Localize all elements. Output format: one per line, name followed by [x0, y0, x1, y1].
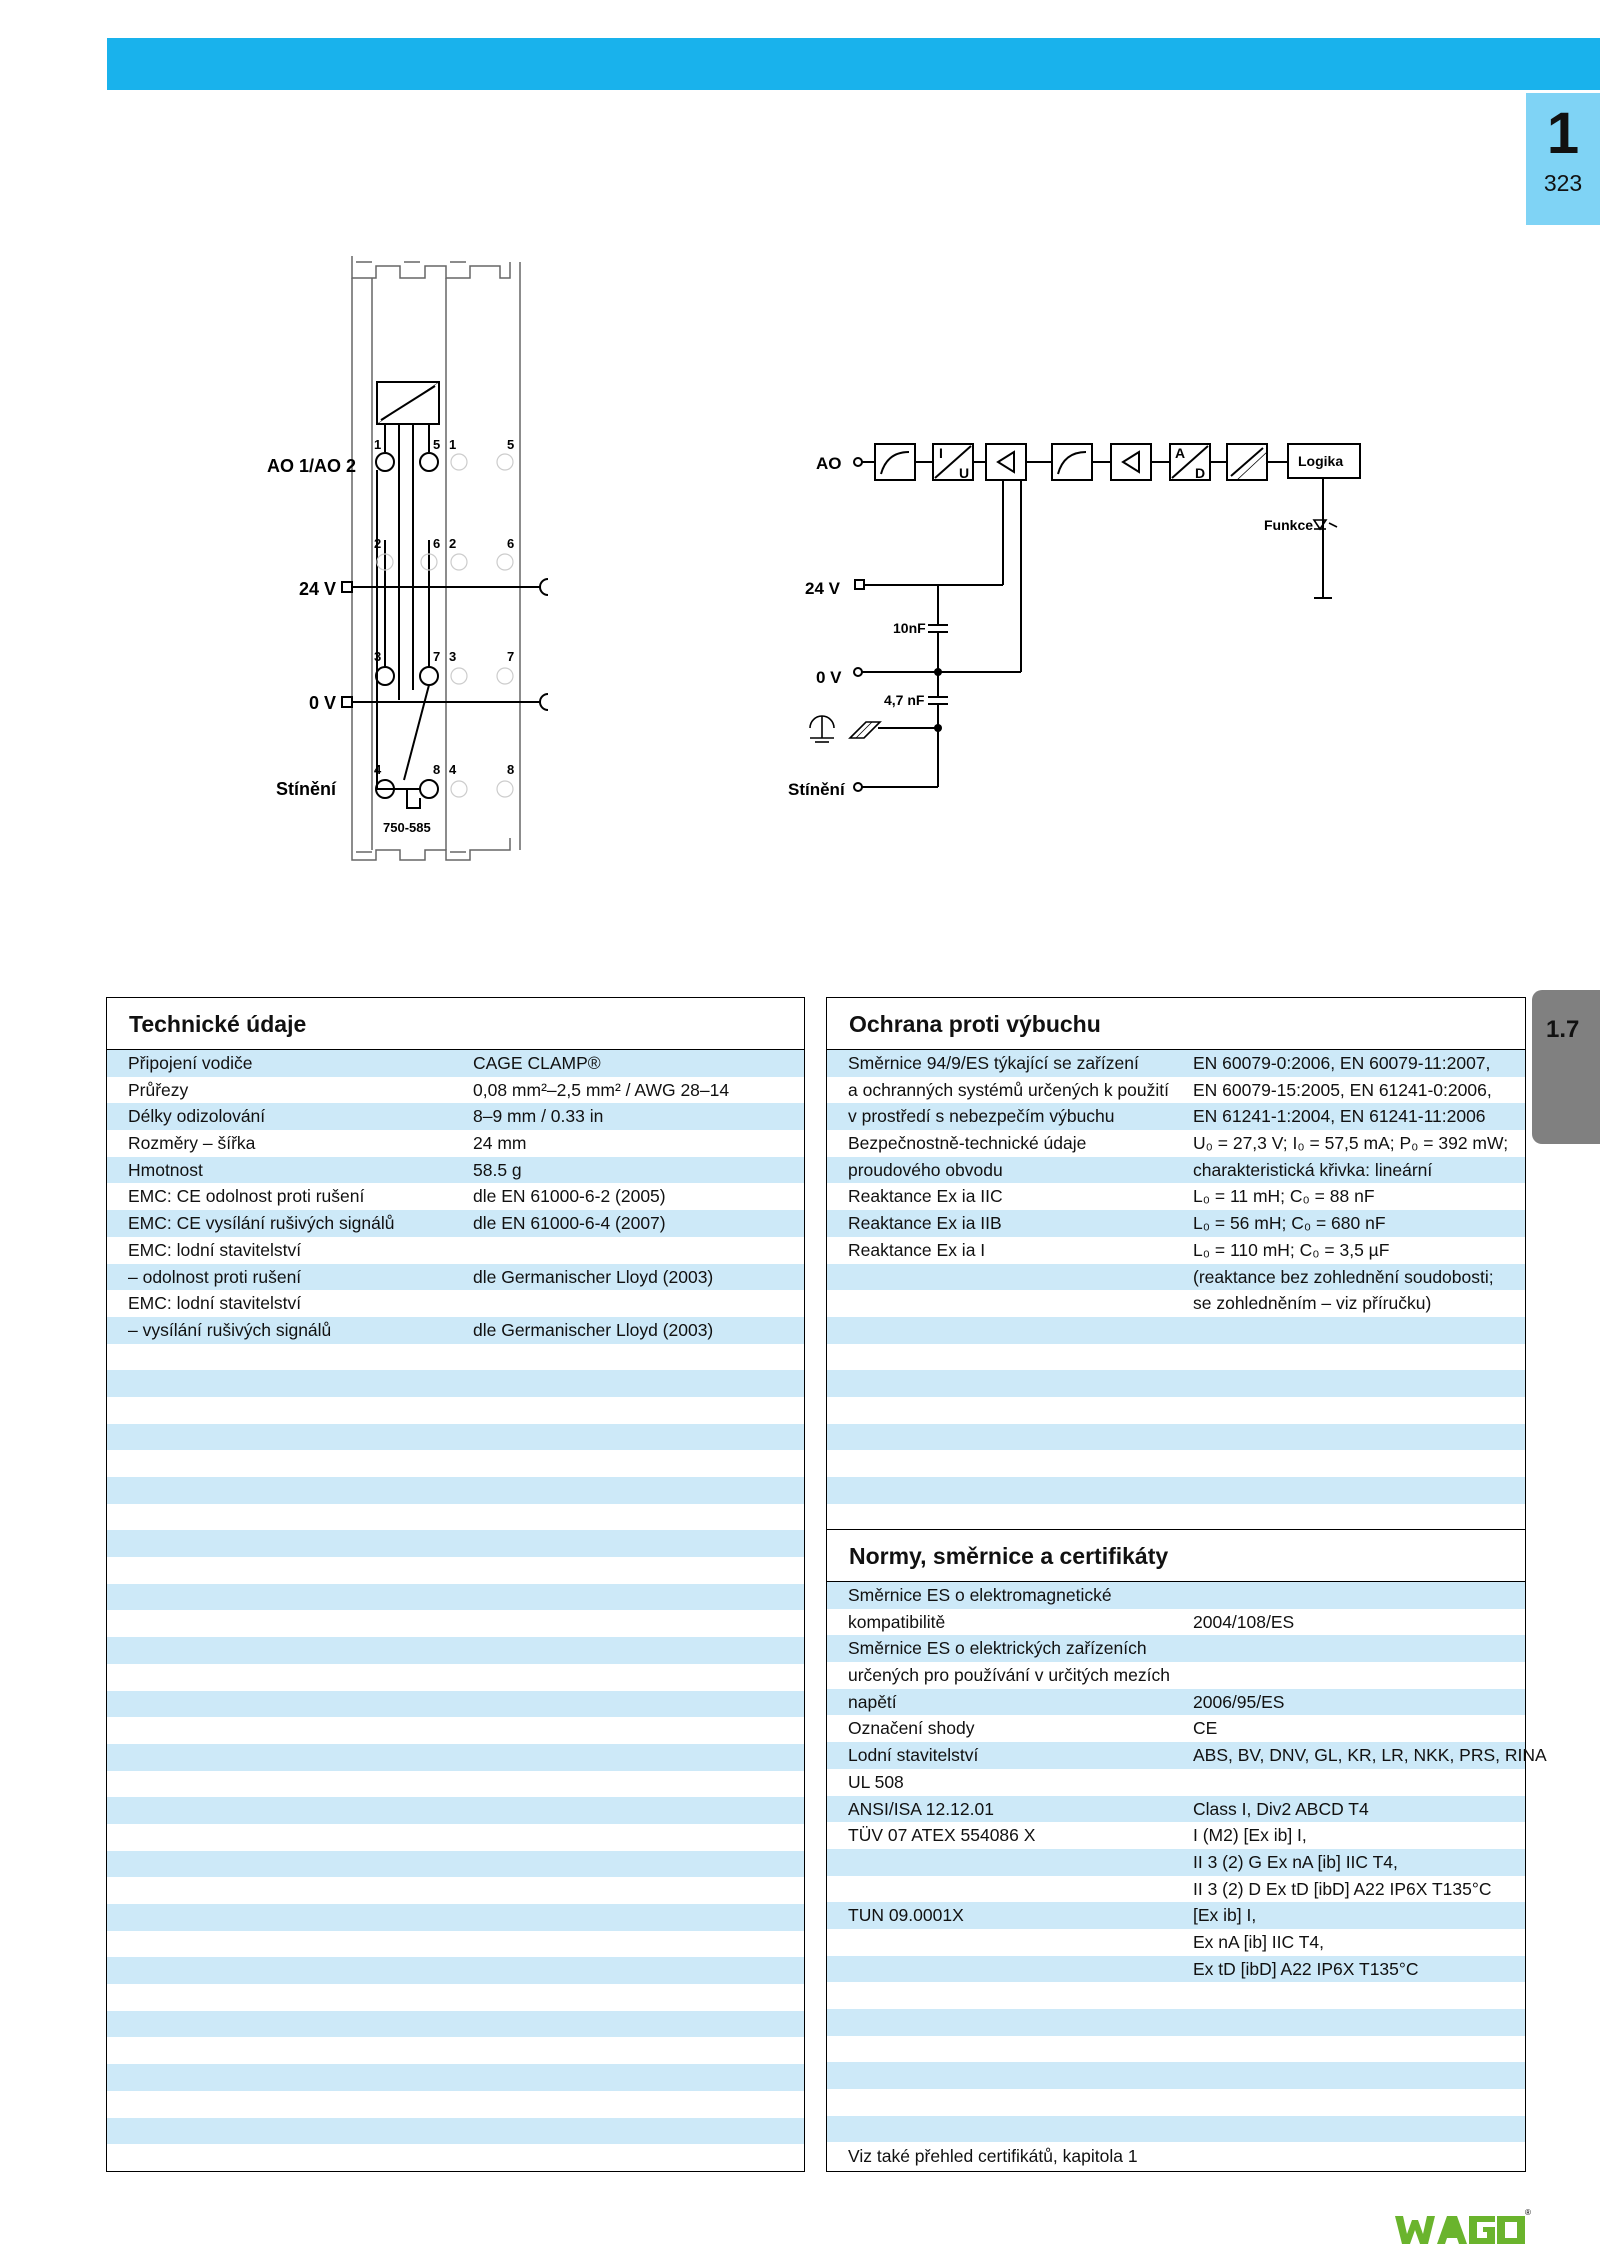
row-value: I (M2) [Ex ib] I,	[1193, 1825, 1307, 1846]
table-row	[827, 1183, 1525, 1210]
row-value: Ex nA [ib] IIC T4,	[1193, 1931, 1324, 1952]
row-value: EN 61241-1:2004, EN 61241-11:2006	[1193, 1106, 1486, 1127]
row-value: se zohledněním – viz příručku)	[1193, 1293, 1432, 1314]
table-row	[827, 1210, 1525, 1237]
table-row	[107, 1317, 804, 1344]
row-label: EMC: lodní stavitelství	[128, 1293, 302, 1314]
row-label: v prostředí s nebezpečím výbuchu	[848, 1106, 1115, 1127]
block-label-shield: Stínění	[788, 780, 845, 799]
table-row	[827, 1662, 1525, 1689]
table-row	[827, 1689, 1525, 1716]
table-row	[107, 1210, 804, 1237]
terminal-number: 8	[433, 762, 441, 777]
row-label: Délky odizolování	[128, 1106, 266, 1127]
section-number: 1.7	[1546, 1016, 1580, 1043]
table-row	[107, 1344, 804, 1371]
iu-block-i: I	[939, 445, 943, 461]
table-row	[107, 1931, 804, 1958]
table-row	[107, 1370, 804, 1397]
logic-block-label: Logika	[1298, 453, 1344, 469]
row-label: Směrnice 94/9/ES týkající se zařízení	[848, 1053, 1139, 1073]
table-row	[827, 1103, 1525, 1130]
table-row	[107, 1637, 804, 1664]
row-label: Reaktance Ex ia IIB	[848, 1213, 1002, 1234]
row-value: U₀ = 27,3 V; I₀ = 57,5 mA; P₀ = 392 mW;	[1193, 1133, 1509, 1154]
table-row	[827, 2089, 1525, 2116]
table-row	[107, 1744, 804, 1771]
row-label: Hmotnost	[128, 1159, 203, 1180]
technical-data-title: Technické údaje	[107, 998, 804, 1050]
table-row	[827, 2062, 1525, 2089]
svg-text:®: ®	[1525, 2208, 1531, 2217]
row-value: II 3 (2) G Ex nA [ib] IIC T4,	[1193, 1851, 1398, 1872]
block-diagram	[854, 444, 1360, 791]
table-row	[107, 1050, 804, 1077]
row-value: dle Germanischer Lloyd (2003)	[473, 1266, 714, 1287]
block-label-0v: 0 V	[816, 668, 842, 687]
table-row	[827, 1077, 1525, 1104]
capacitor-4-7nf: 4,7 nF	[884, 692, 925, 708]
row-label: napětí	[848, 1691, 897, 1712]
table-row	[107, 1477, 804, 1504]
table-row	[827, 1344, 1525, 1371]
row-value: 0,08 mm²–2,5 mm² / AWG 28–14	[473, 1079, 730, 1100]
row-label: EMC: CE vysílání rušivých signálů	[128, 1213, 395, 1234]
table-row	[827, 1450, 1525, 1477]
terminal-number: 2	[449, 536, 457, 551]
row-value: 2006/95/ES	[1193, 1691, 1285, 1712]
table-row	[107, 1504, 804, 1531]
row-label: – vysílání rušivých signálů	[128, 1319, 332, 1340]
table-row	[107, 2064, 804, 2091]
terminal-number: 4	[374, 762, 382, 777]
row-value: charakteristická křivka: lineární	[1193, 1159, 1433, 1180]
row-value: L₀ = 11 mH; C₀ = 88 nF	[1193, 1186, 1375, 1207]
table-row	[827, 2036, 1525, 2063]
block-label-24v: 24 V	[805, 579, 840, 598]
row-value: (reaktance bez zohlednění soudobosti;	[1193, 1266, 1494, 1287]
table-row	[107, 1771, 804, 1798]
table-row	[107, 2037, 804, 2064]
table-row	[107, 1851, 804, 1878]
row-label: Bezpečnostně-technické údaje	[848, 1133, 1087, 1154]
section-tab[interactable]	[1532, 990, 1600, 1144]
row-label: Označení shody	[848, 1718, 975, 1739]
terminal-number: 1	[374, 437, 382, 452]
row-value: Ex tD [ibD] A22 IP6X T135°C	[1193, 1958, 1419, 1979]
terminal-number: 6	[433, 536, 441, 551]
table-row	[827, 1715, 1525, 1742]
table-row	[827, 1582, 1525, 1609]
wiring-label-0v: 0 V	[308, 693, 336, 713]
table-row	[827, 1822, 1525, 1849]
standards-rows	[827, 1582, 1547, 2169]
table-row	[827, 1157, 1525, 1184]
table-row	[107, 1664, 804, 1691]
table-row	[827, 1876, 1525, 1903]
row-label: Reaktance Ex ia I	[848, 1239, 986, 1260]
row-value: 8–9 mm / 0.33 in	[473, 1106, 604, 1127]
table-row	[107, 1424, 804, 1451]
ad-block-d: D	[1195, 465, 1206, 481]
table-row	[827, 1769, 1525, 1796]
page-number: 323	[1543, 170, 1583, 196]
terminal-number: 3	[449, 649, 457, 664]
row-label: TUN 09.0001X	[848, 1905, 964, 1926]
explosion-protection-rows	[827, 1050, 1525, 1504]
row-value: [Ex ib] I,	[1193, 1905, 1257, 1926]
table-row	[107, 1077, 804, 1104]
row-label: kompatibilitě	[848, 1611, 946, 1632]
row-label: Připojení vodiče	[128, 1053, 253, 1073]
table-row	[107, 1691, 804, 1718]
diagrams	[0, 0, 1600, 900]
row-label: UL 508	[848, 1771, 904, 1792]
row-label: Průřezy	[128, 1079, 189, 1100]
table-row	[107, 1290, 804, 1317]
row-label: TÜV 07 ATEX 554086 X	[848, 1825, 1036, 1846]
table-row	[107, 1797, 804, 1824]
row-label: EMC: lodní stavitelství	[128, 1239, 302, 1260]
terminal-number: 8	[507, 762, 515, 777]
table-row	[107, 1877, 804, 1904]
terminal-number: 7	[507, 649, 515, 664]
row-label: Směrnice ES o elektrických zařízeních	[848, 1638, 1147, 1659]
row-label: Směrnice ES o elektromagnetické	[848, 1585, 1112, 1605]
table-row	[827, 1370, 1525, 1397]
table-row	[107, 1984, 804, 2011]
table-row	[107, 1530, 804, 1557]
row-label: Lodní stavitelství	[848, 1745, 979, 1766]
table-row	[107, 1557, 804, 1584]
table-row	[827, 1929, 1525, 1956]
table-row	[827, 2009, 1525, 2036]
table-row	[107, 2011, 804, 2038]
row-value: L₀ = 110 mH; C₀ = 3,5 µF	[1193, 1239, 1390, 1260]
wiring-label-shield: Stínění	[275, 779, 336, 799]
table-row	[107, 1904, 804, 1931]
row-label: Reaktance Ex ia IIC	[848, 1186, 1003, 1207]
certificates-footnote: Viz také přehled certifikátů, kapitola 1	[848, 2146, 1138, 2166]
terminal-number: 3	[374, 649, 382, 664]
row-value: 2004/108/ES	[1193, 1611, 1295, 1632]
row-value: 58.5 g	[473, 1159, 522, 1180]
table-row	[107, 2091, 804, 2118]
table-row	[827, 1477, 1525, 1504]
capacitor-10nf: 10nF	[893, 620, 926, 636]
table-row	[827, 1635, 1525, 1662]
terminal-number: 4	[449, 762, 457, 777]
table-row	[107, 1183, 804, 1210]
row-label: EMC: CE odolnost proti rušení	[128, 1186, 365, 1207]
explosion-protection-panel	[826, 997, 1526, 1531]
table-row	[107, 1103, 804, 1130]
table-row	[827, 1424, 1525, 1451]
table-row	[107, 1157, 804, 1184]
table-row	[107, 1130, 804, 1157]
table-row	[107, 1957, 804, 1984]
row-value: CE	[1193, 1718, 1218, 1739]
wiring-label-24v: 24 V	[298, 579, 336, 599]
row-value: dle Germanischer Lloyd (2003)	[473, 1319, 714, 1340]
table-row	[107, 1584, 804, 1611]
table-row	[827, 1742, 1547, 1769]
row-value: EN 60079-0:2006, EN 60079-11:2007,	[1193, 1053, 1491, 1073]
table-row	[827, 1317, 1525, 1344]
table-row	[827, 1849, 1525, 1876]
row-label: a ochranných systémů určených k použití	[848, 1079, 1169, 1100]
row-label: určených pro používání v určitých mezích	[848, 1665, 1170, 1686]
row-value: Class I, Div2 ABCD T4	[1193, 1798, 1369, 1819]
terminal-number: 5	[433, 437, 441, 452]
table-row	[827, 1796, 1525, 1823]
technical-data-rows	[107, 1050, 804, 2144]
explosion-protection-title: Ochrana proti výbuchu	[827, 998, 1525, 1050]
wago-logo	[1395, 2208, 1531, 2248]
part-number: 750-585	[383, 820, 431, 835]
table-row	[107, 1717, 804, 1744]
terminal-number: 1	[449, 437, 457, 452]
terminal-number: 2	[374, 536, 382, 551]
table-row	[827, 1982, 1525, 2009]
table-row	[827, 1397, 1525, 1424]
technical-data-panel	[106, 997, 805, 2172]
row-label: proudového obvodu	[848, 1159, 1003, 1180]
table-row	[107, 1397, 804, 1424]
table-row	[827, 1609, 1525, 1636]
row-value: ABS, BV, DNV, GL, KR, LR, NKK, PRS, RINA	[1193, 1745, 1547, 1766]
table-row	[827, 1050, 1525, 1077]
chapter-number: 1	[1546, 101, 1580, 166]
table-row	[107, 1237, 804, 1264]
ad-block-a: A	[1175, 445, 1186, 461]
row-label: Rozměry – šířka	[128, 1133, 256, 1154]
block-label-ao: AO	[816, 454, 842, 473]
function-label: Funkce	[1264, 517, 1314, 533]
row-label: – odolnost proti rušení	[128, 1266, 302, 1287]
row-value: II 3 (2) D Ex tD [ibD] A22 IP6X T135°C	[1193, 1878, 1492, 1899]
row-value: CAGE CLAMP®	[473, 1053, 601, 1073]
row-value: dle EN 61000-6-4 (2007)	[473, 1213, 666, 1234]
row-label: ANSI/ISA 12.12.01	[848, 1798, 994, 1819]
table-row	[107, 1450, 804, 1477]
table-row	[827, 1290, 1525, 1317]
wiring-label-ao: AO 1/AO 2	[266, 456, 356, 476]
terminal-number: 7	[433, 649, 441, 664]
table-row	[827, 1264, 1525, 1291]
table-row	[107, 2118, 804, 2145]
row-value: L₀ = 56 mH; C₀ = 680 nF	[1193, 1213, 1386, 1234]
standards-title: Normy, směrnice a certifikáty	[827, 1530, 1525, 1582]
standards-panel	[826, 1529, 1547, 2172]
row-value: dle EN 61000-6-2 (2005)	[473, 1186, 666, 1207]
row-value: EN 60079-15:2005, EN 61241-0:2006,	[1193, 1079, 1492, 1100]
row-value: 24 mm	[473, 1133, 527, 1154]
table-row	[827, 2116, 1525, 2143]
table-row	[827, 1956, 1525, 1983]
table-row	[827, 1130, 1525, 1157]
table-row	[107, 1610, 804, 1637]
table-row	[107, 1824, 804, 1851]
table-row	[827, 1237, 1525, 1264]
iu-block-u: U	[959, 465, 970, 481]
terminal-number: 5	[507, 437, 515, 452]
table-row	[827, 1902, 1525, 1929]
table-row	[107, 1264, 804, 1291]
terminal-number: 6	[507, 536, 515, 551]
